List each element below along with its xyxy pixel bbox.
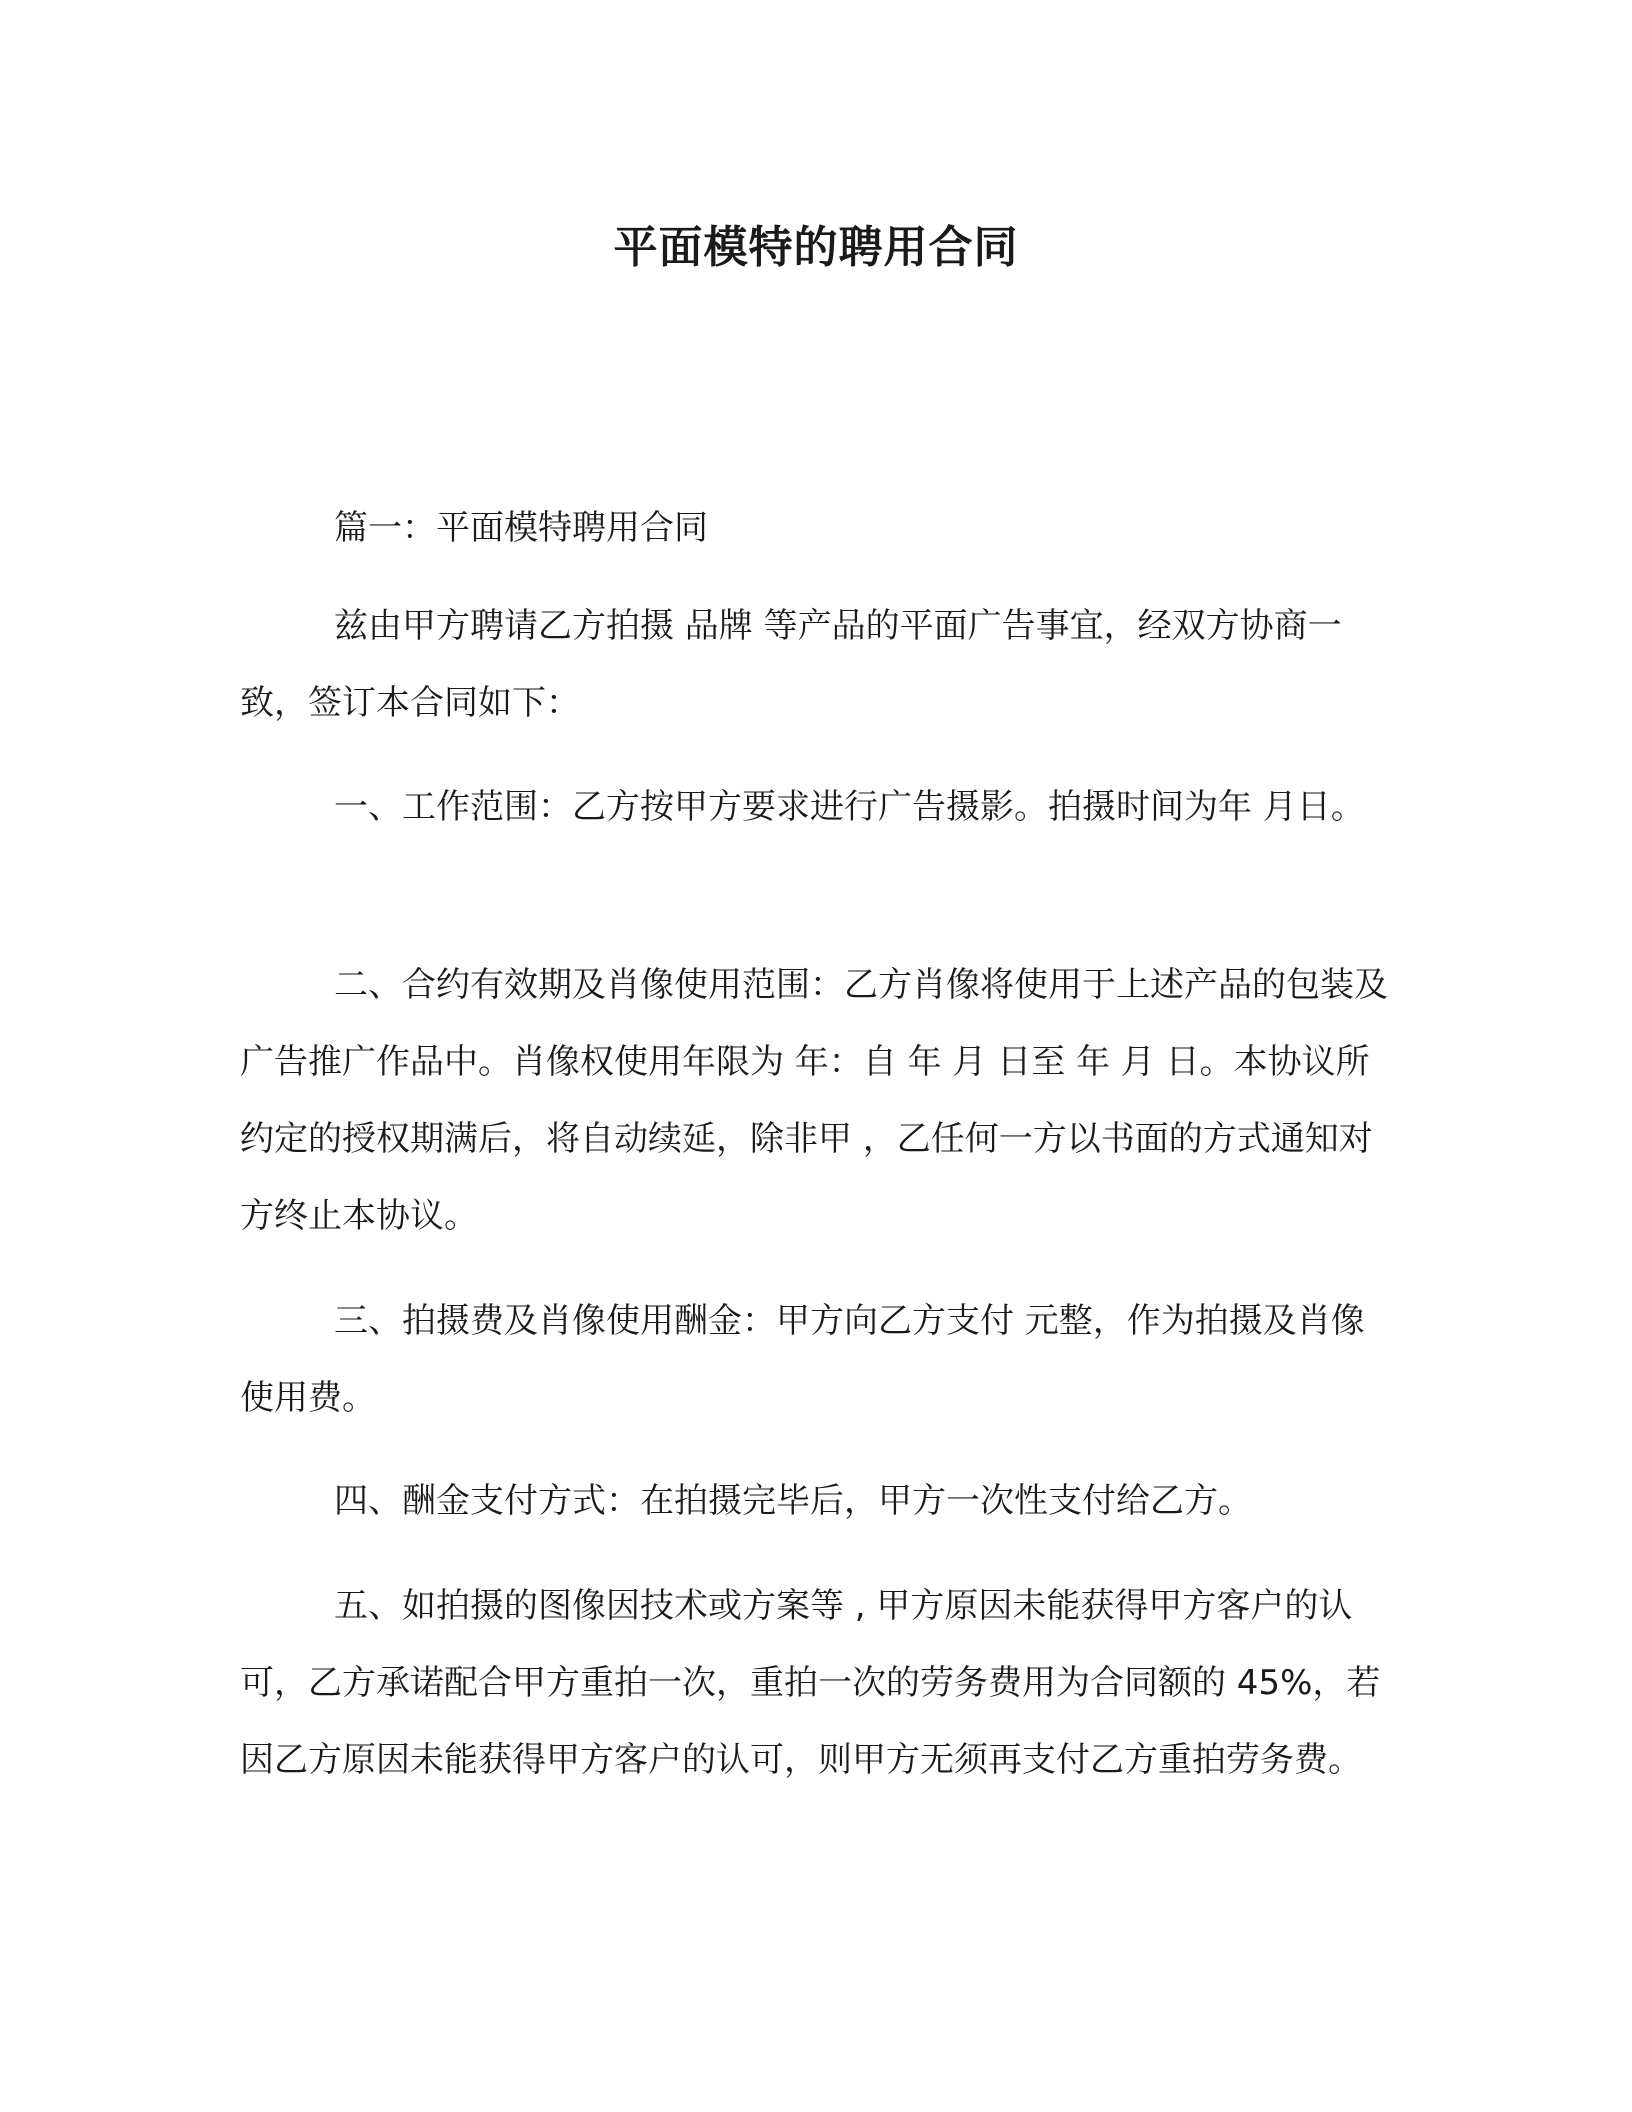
- paragraph-payment-method: 四、酬金支付方式：在拍摄完毕后，甲方一次性支付给乙方。: [334, 1481, 1252, 1521]
- section-heading: 篇一：平面模特聘用合同: [334, 508, 708, 548]
- document-title: 平面模特的聘用合同: [613, 222, 1019, 273]
- paragraph-intro: 兹由甲方聘请乙方拍摄 品牌 等产品的平面广告事宜，经双方协商一致，签订本合同如下：: [240, 606, 1342, 723]
- paragraph-reshoot: 五、如拍摄的图像因技术或方案等 , 甲方原因未能获得甲方客户的认可，乙方承诺配合甲方重拍一次，重拍一次的劳务费用为合同额的 45%，若因乙方原因未能获得甲方客户的认可，则甲方无须再支付乙方重拍劳务费。: [240, 1586, 1381, 1780]
- paragraph-term-portrait-use: 二、合约有效期及肖像使用范围：乙方肖像将使用于上述产品的包装及广告推广作品中。肖像权使用年限为 年：自 年 月 日至 年 月 日。本协议所约定的授权期满后，将自动续延，除非甲 ，乙任何一方以书面的方式通知对方终止本协议。: [240, 965, 1388, 1236]
- paragraph-work-scope: 一、工作范围：乙方按甲方要求进行广告摄影。拍摄时间为年 月日。: [334, 787, 1365, 827]
- paragraph-fees: 三、拍摄费及肖像使用酬金：甲方向乙方支付 元整，作为拍摄及肖像使用费。: [240, 1301, 1365, 1418]
